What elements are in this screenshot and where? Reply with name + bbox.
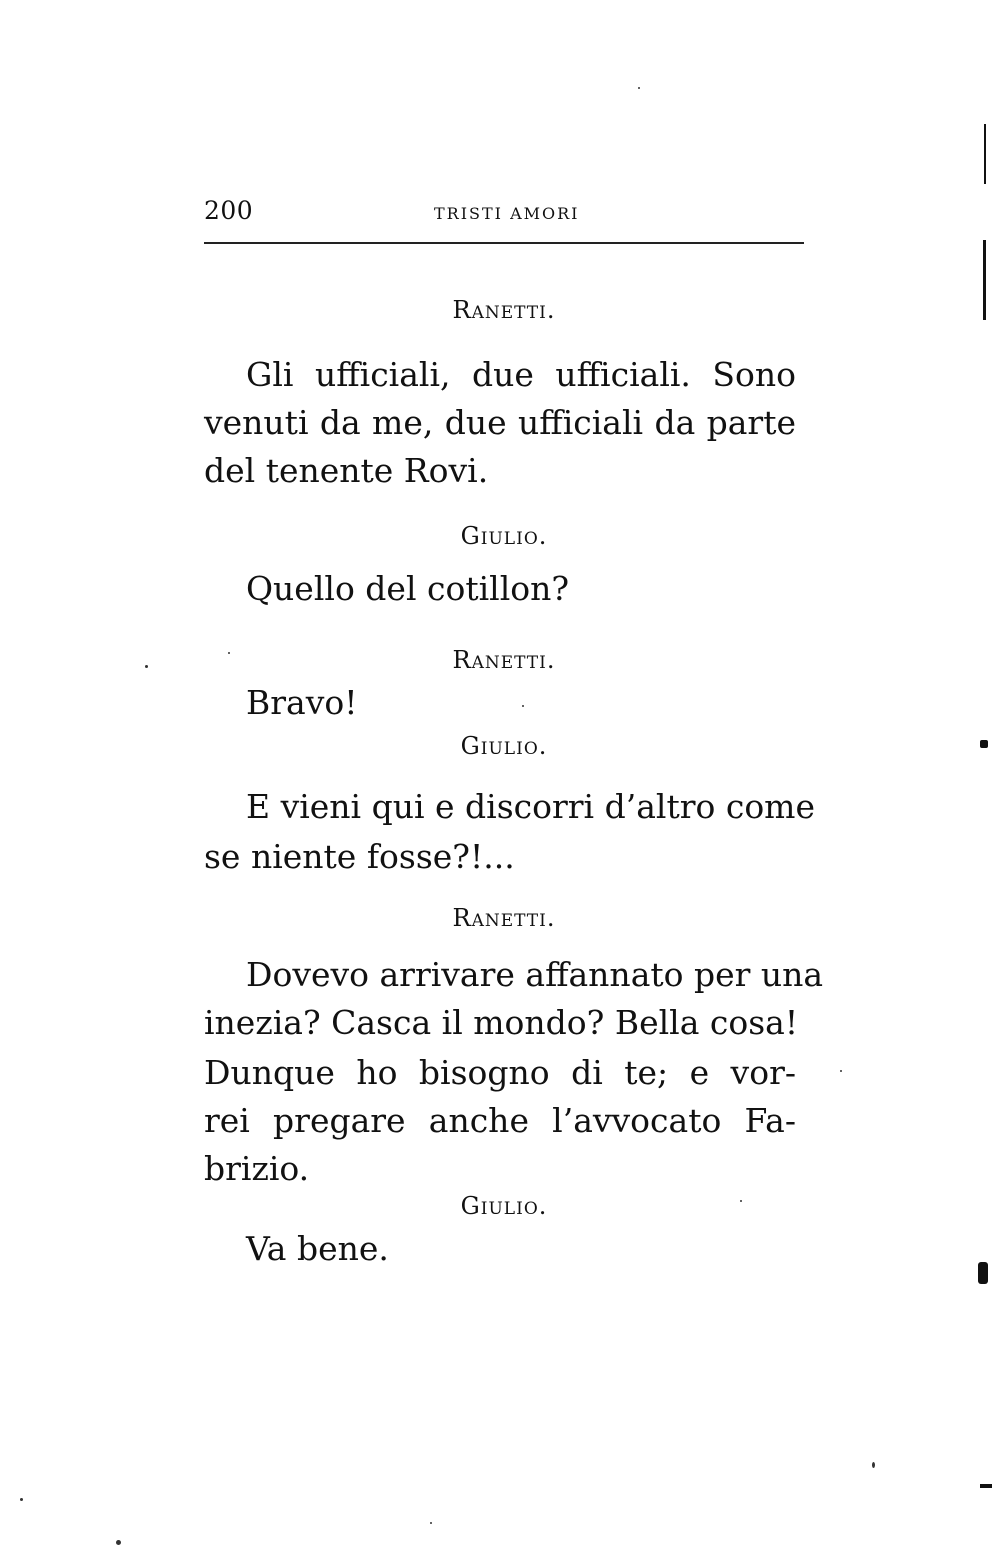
dialogue-line: Va bene. <box>246 1229 389 1268</box>
dialogue-line: se niente fosse?!... <box>204 837 515 876</box>
scan-edge-mark <box>980 740 988 748</box>
speaker-name: Giulio. <box>460 522 548 550</box>
scan-edge-mark <box>984 124 986 184</box>
running-title: TRISTI AMORI <box>434 204 580 223</box>
scan-edge-mark <box>980 1484 992 1488</box>
dialogue-line: rei pregare anche l’avvocato Fa- <box>204 1101 796 1140</box>
dialogue-line: brizio. <box>204 1149 310 1188</box>
dialogue-line: Dovevo arrivare affannato per una <box>246 955 824 994</box>
dialogue-line: Dunque ho bisogno di te; e vor- <box>204 1053 796 1092</box>
scan-edge-mark <box>978 1262 988 1284</box>
dialogue-line: inezia? Casca il mondo? Bella cosa! <box>204 1003 799 1042</box>
dialogue-line: Quello del cotillon? <box>246 569 570 608</box>
dialogue-line: del tenente Rovi. <box>204 451 489 490</box>
header-rule <box>204 242 804 244</box>
speaker-name: Ranetti. <box>452 904 556 932</box>
dialogue-line: Gli ufficiali, due ufficiali. Sono <box>246 355 796 394</box>
page-header <box>204 192 804 232</box>
speaker-name: Ranetti. <box>452 646 556 674</box>
speaker-name: Giulio. <box>460 732 548 760</box>
speaker-name: Ranetti. <box>452 296 556 324</box>
speaker-name: Giulio. <box>460 1192 548 1220</box>
dialogue-line: venuti da me, due ufficiali da parte <box>204 403 796 442</box>
dialogue-line: Bravo! <box>246 683 358 722</box>
page-number: 200 <box>204 196 254 225</box>
dialogue-line: E vieni qui e discorri d’altro come <box>246 787 816 826</box>
scan-edge-mark <box>983 240 986 320</box>
